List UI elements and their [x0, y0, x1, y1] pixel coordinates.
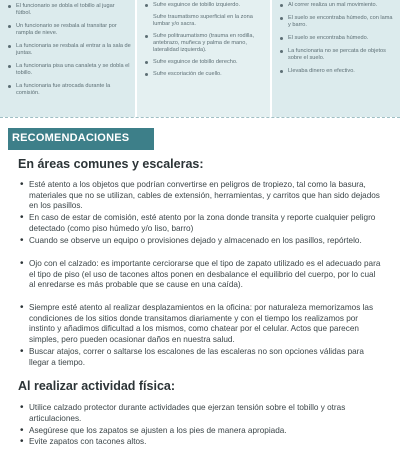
list-item: • Esté atento a los objetos que podrían convertirse en peligros de tropiezo, tal como la basura, materiales que no se utilizan, cables de extensión, herramientas, y carritos que han sido dejados en los pasillos.	[20, 179, 380, 211]
incident-cause: La funcionaria no se percata de objetos sobre el suelo.	[280, 48, 396, 62]
list-item: • Asegúrese que los zapatos se ajusten a los pies de manera apropiada.	[20, 425, 287, 436]
incident-event: La funcionaria se resbala al entrar a la sala de juntas.	[8, 43, 131, 57]
list-item: • Siempre esté atento al realizar desplazamientos en la oficina: por naturaleza memorizamos las condiciones de los sitios donde transitamos diariamente y con el tiempo los realizamos por instinto y añadimos dificultad a los mismos, como chatear por el celular. Actos que parecen simples, pero pueden ocasionar daños en nuestra salud.	[20, 302, 374, 344]
incident-event: La funcionaria pisa una canaleta y se dobla el tobillo.	[8, 63, 131, 77]
bullet-icon: •	[20, 425, 24, 436]
recommendations-title: RECOMENDACIONES	[12, 132, 130, 144]
incident-injury: Sufre esguince de tobillo derecho.	[145, 59, 266, 66]
list-item: • Evite zapatos con tacones altos.	[20, 436, 147, 447]
incident-cause: Llevaba dinero en efectivo.	[280, 68, 396, 75]
list-item: • Buscar atajos, correr o saltarse los escalones de las escaleras no son opciones válidas para llegar a tiempo.	[20, 346, 364, 367]
incident-table	[0, 0, 400, 122]
incident-column-events	[0, 0, 135, 117]
bullet-icon: •	[20, 258, 24, 269]
bullet-icon: •	[20, 436, 24, 447]
list-item: • Utilice calzado protector durante actividades que ejerzan tensión sobre el tobillo y otras articulaciones.	[20, 402, 346, 423]
incident-column-causes	[272, 0, 400, 117]
incident-column-injuries	[137, 0, 270, 117]
bullet-icon: •	[20, 346, 24, 357]
bullet-icon: •	[20, 402, 24, 413]
dashed-divider	[0, 117, 400, 118]
section-title-physical-activity: Al realizar actividad física:	[18, 379, 176, 393]
list-item: • En caso de estar de comisión, esté atento por la zona donde transita y reporte cualquier peligro detectado (como piso húmedo y/o liso, barro)	[20, 212, 376, 233]
incident-cause: El suelo se encontraba húmedo.	[280, 35, 396, 42]
incident-injury: Sufre escoriación de cuello.	[145, 71, 266, 78]
list-item: • Cuando se observe un equipo o provisiones dejado y almacenado en los pasillos, repórtelo.	[20, 235, 362, 246]
incident-event: Un funcionario se resbala al transitar por rampla de nieve.	[8, 23, 131, 37]
bullet-icon: •	[20, 235, 24, 246]
section-title-common-areas: En áreas comunes y escaleras:	[18, 157, 204, 171]
bullet-icon: •	[20, 302, 24, 313]
incident-injury: Sufre politraumatismo (trauma en rodilla, antebrazo, muñeca y palma de mano, lateralidad izquierda).	[145, 33, 266, 54]
bullet-icon: •	[20, 179, 24, 190]
incident-event: La funcionaria fue atrocada durante la comisión.	[8, 83, 131, 97]
incident-event: El funcionario se dobla el tobillo al jugar fútbol.	[8, 3, 131, 17]
list-item: • Ojo con el calzado: es importante cerciorarse que el tipo de zapato utilizado es el adecuado para el tipo de piso (el uso de tacones altos ponen en desbalance el equilibrio del cuerpo, por lo cual al enredarse es más probable que se cause en una caída).	[20, 258, 381, 290]
incident-injury: Sufre esguince de tobillo izquierdo.	[145, 2, 266, 9]
incident-cause: El suelo se encontraba húmedo, con lama y barro.	[280, 15, 396, 29]
incident-cause: Al correr realiza un mal movimiento.	[280, 2, 396, 9]
incident-injury: Sufre traumatismo superficial en la zona lumbar y/o sacra.	[153, 14, 253, 27]
bullet-icon: •	[20, 212, 24, 223]
